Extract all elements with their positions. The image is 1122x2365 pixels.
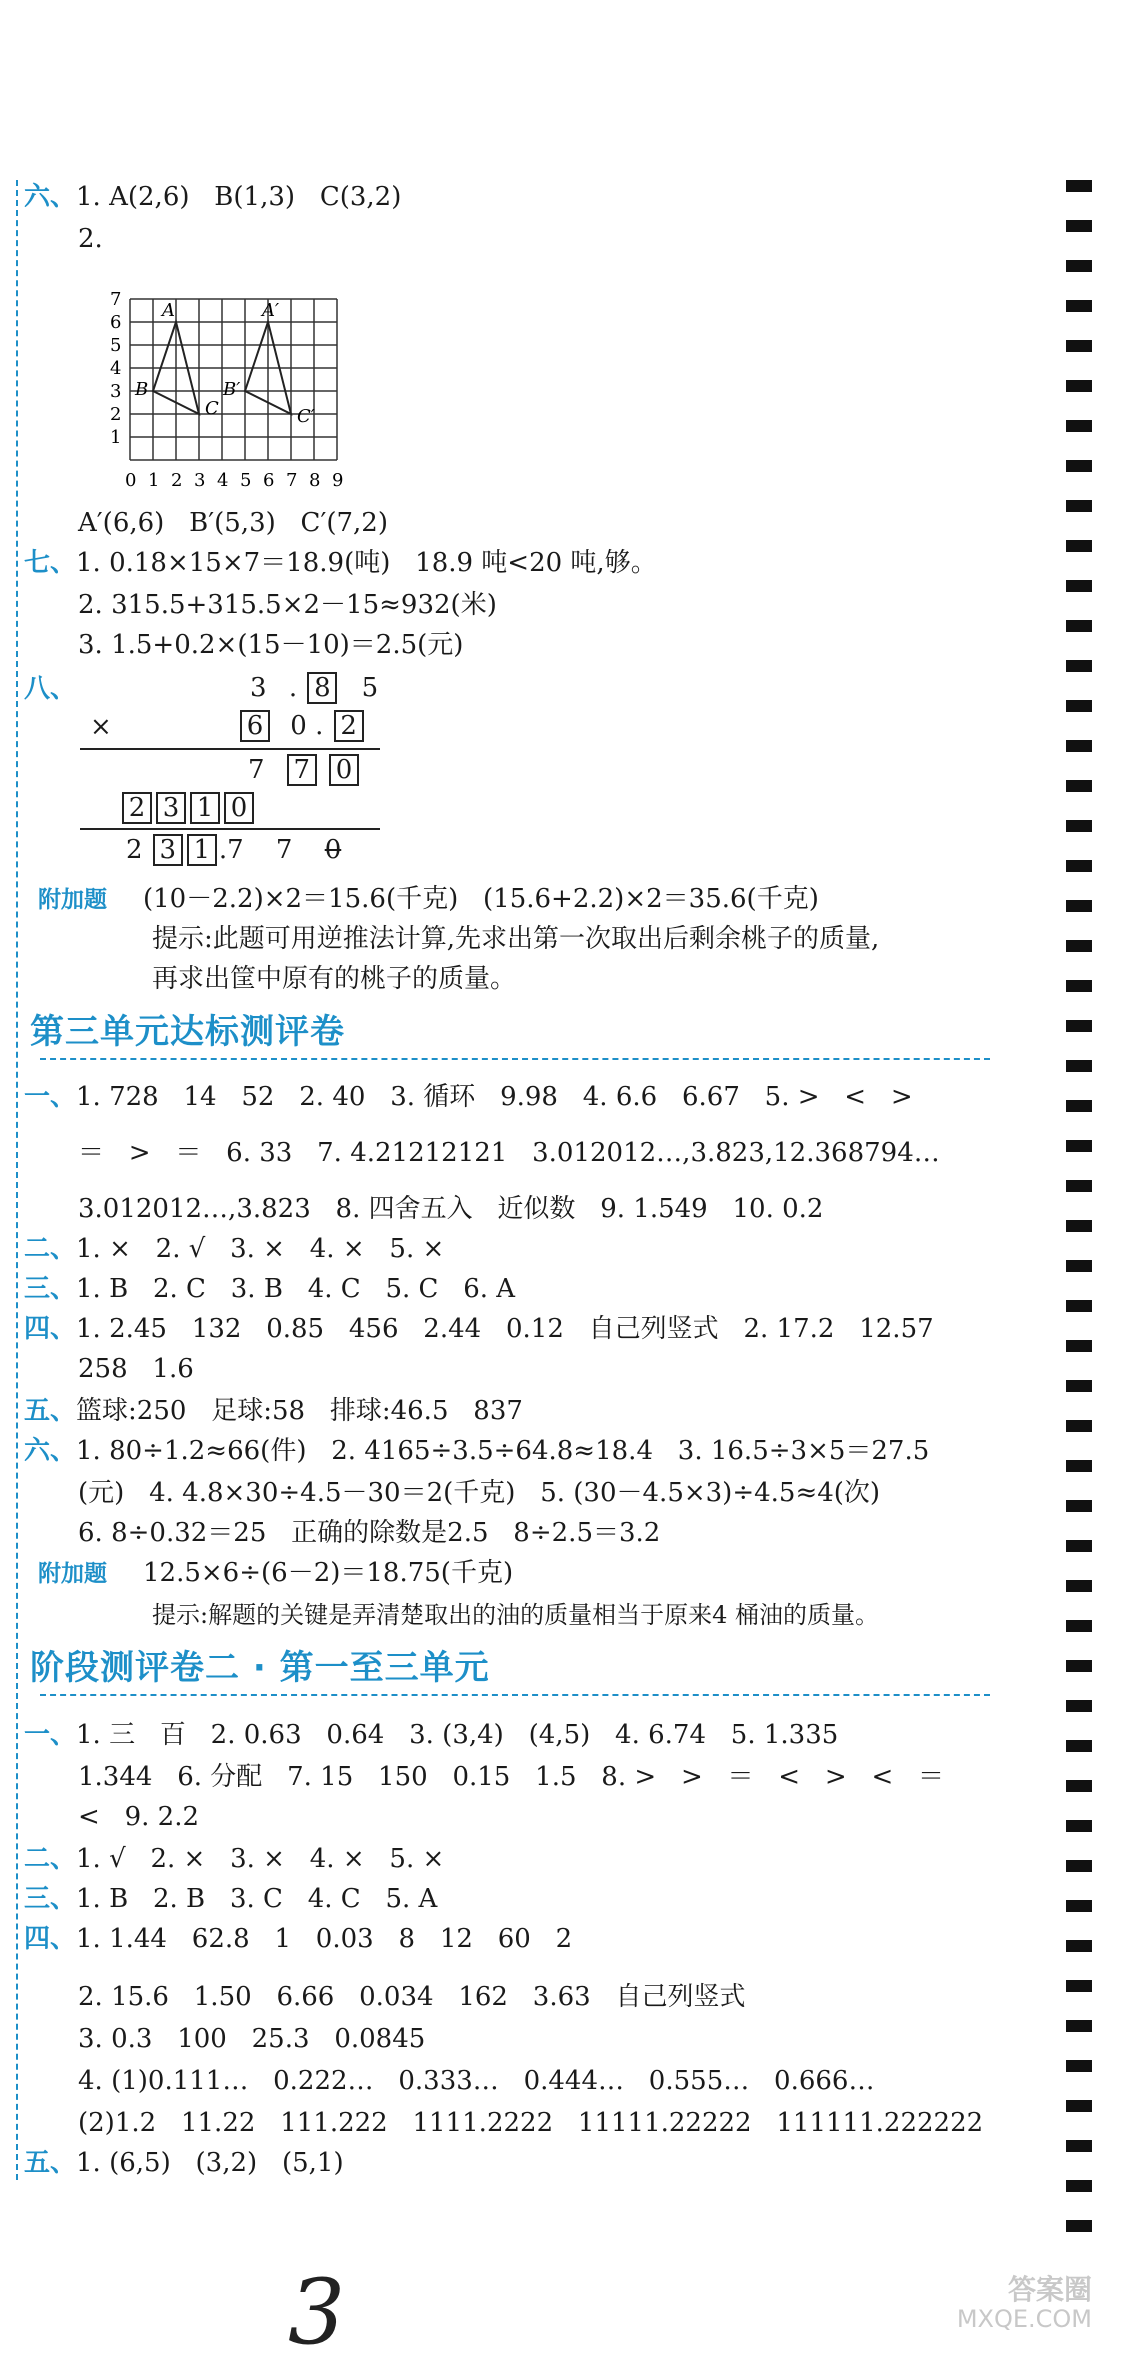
dashed-divider xyxy=(40,1058,990,1060)
edge-mark xyxy=(1066,580,1092,592)
edge-mark xyxy=(1066,2060,1092,2072)
vertex-label: A xyxy=(162,300,175,321)
digit: 7 xyxy=(248,755,265,785)
boxed-digit: 1 xyxy=(187,834,217,866)
y-tick-label: 6 xyxy=(110,312,122,333)
section-number: 一、 xyxy=(24,1720,77,1750)
section-number: 二、 xyxy=(24,1844,77,1874)
edge-mark xyxy=(1066,820,1092,832)
section-title: 阶段测评卷二 · 第一至三单元 xyxy=(30,1648,490,1688)
edge-mark xyxy=(1066,1500,1092,1512)
edge-mark xyxy=(1066,260,1092,272)
times-sign: × xyxy=(90,712,112,742)
edge-mark xyxy=(1066,700,1092,712)
edge-mark xyxy=(1066,1020,1092,1032)
stage2-s4-line5: (2)1.2 11.22 111.222 1111.2222 11111.22222 111111.222222 xyxy=(78,2108,984,2138)
edge-mark xyxy=(1066,1900,1092,1912)
boxed-digit: 2 xyxy=(334,710,364,742)
x-tick-label: 9 xyxy=(332,470,344,491)
digit: 3 xyxy=(250,673,267,703)
extra-label: 附加题 xyxy=(38,887,107,913)
stage2-s4-line2: 2. 15.6 1.50 6.66 0.034 162 3.63 自己列竖式 xyxy=(78,1982,746,2012)
x-tick-label: 2 xyxy=(171,470,183,491)
y-tick-label: 7 xyxy=(110,289,122,310)
edge-mark xyxy=(1066,380,1092,392)
boxed-digit: 3 xyxy=(156,792,186,824)
y-tick-label: 5 xyxy=(110,335,122,356)
mult-row3 xyxy=(248,754,361,786)
watermark-url: MXQE.COM xyxy=(956,2305,1092,2333)
answer-text: 1. √ 2. × 3. × 4. × 5. × xyxy=(76,1844,445,1874)
edge-mark xyxy=(1066,740,1092,752)
stage2-s4-line3: 3. 0.3 100 25.3 0.0845 xyxy=(78,2024,426,2054)
section-number: 六、 xyxy=(24,182,77,212)
edge-mark xyxy=(1066,2020,1092,2032)
stage2-s1-line2: 1.344 6. 分配 7. 15 150 0.15 1.5 8. > > ＝ < > < ＝ xyxy=(78,1762,945,1792)
boxed-digit: 8 xyxy=(307,672,337,704)
x-tick-label: 0 xyxy=(125,470,137,491)
edge-mark xyxy=(1066,1780,1092,1792)
edge-mark xyxy=(1066,420,1092,432)
digit: 7 xyxy=(275,835,293,865)
section-number: 五、 xyxy=(24,2148,77,2178)
edge-mark xyxy=(1066,1220,1092,1232)
edge-mark xyxy=(1066,460,1092,472)
answer-text: 1. × 2. √ 3. × 4. × 5. × xyxy=(76,1234,445,1264)
edge-mark xyxy=(1066,340,1092,352)
edge-mark xyxy=(1066,1180,1092,1192)
edge-mark xyxy=(1066,2180,1092,2192)
edge-mark xyxy=(1066,1060,1092,1072)
edge-mark xyxy=(1066,1140,1092,1152)
answer-text: 1. A(2,6) B(1,3) C(3,2) xyxy=(76,182,402,212)
unit3-s1-line2: ＝ > ＝ 6. 33 7. 4.21212121 3.012012…,3.823,12.368794… xyxy=(78,1138,940,1168)
unit3-s4-line1 xyxy=(24,1312,934,1346)
left-margin-dashed-line xyxy=(16,180,18,2180)
vertical-multiplication xyxy=(80,670,400,870)
vertex-label: B′ xyxy=(223,379,241,400)
section6-line1 xyxy=(24,180,401,214)
dashed-divider xyxy=(40,1694,990,1696)
boxed-digit: 6 xyxy=(240,710,270,742)
edge-mark xyxy=(1066,860,1092,872)
boxed-digit: 2 xyxy=(122,792,152,824)
edge-mark xyxy=(1066,1460,1092,1472)
rule-line xyxy=(80,748,380,750)
extra-hint-line2: 再求出筐中原有的桃子的质量。 xyxy=(152,964,517,994)
edge-mark xyxy=(1066,1700,1092,1712)
edge-mark xyxy=(1066,1740,1092,1752)
digit: 5 xyxy=(361,673,379,703)
unit3-s2 xyxy=(24,1232,444,1266)
section-number: 三、 xyxy=(24,1274,77,1304)
y-tick-label: 3 xyxy=(110,381,122,402)
unit3-s6-line1 xyxy=(24,1434,929,1468)
edge-mark xyxy=(1066,1580,1092,1592)
section-number: 八、 xyxy=(24,674,77,704)
edge-mark xyxy=(1066,1340,1092,1352)
extra-label: 附加题 xyxy=(38,1561,107,1587)
section-title: 第三单元达标测评卷 xyxy=(30,1012,345,1052)
answer-text: 1. 0.18×15×7＝18.9(吨) 18.9 吨<20 吨,够。 xyxy=(76,548,657,578)
edge-mark xyxy=(1066,1420,1092,1432)
vertex-label: A′ xyxy=(262,300,280,321)
decimal-point: . xyxy=(315,711,324,741)
edge-mark xyxy=(1066,180,1092,192)
section-number: 三、 xyxy=(24,1884,77,1914)
answer-text: 1. 1.44 62.8 1 0.03 8 12 60 2 xyxy=(76,1924,573,1954)
edge-mark xyxy=(1066,2140,1092,2152)
answer-text: 1. 三 百 2. 0.63 0.64 3. (3,4) (4,5) 4. 6.74 5. 1.335 xyxy=(76,1720,839,1750)
edge-mark xyxy=(1066,1660,1092,1672)
extra-question-line1 xyxy=(38,882,819,917)
section6-q2-number: 2. xyxy=(78,224,103,254)
answer-text: 1. 2.45 132 0.85 456 2.44 0.12 自己列竖式 2. 17.2 12.57 xyxy=(76,1314,934,1344)
boxed-digit: 3 xyxy=(153,834,183,866)
stage2-s3 xyxy=(24,1882,437,1916)
section-number: 四、 xyxy=(24,1314,77,1344)
edge-mark xyxy=(1066,620,1092,632)
edge-mark xyxy=(1066,220,1092,232)
unit3-s6-line3: 6. 8÷0.32＝25 正确的除数是2.5 8÷2.5＝3.2 xyxy=(78,1518,661,1548)
edge-mark xyxy=(1066,900,1092,912)
mult-row5 xyxy=(126,834,341,866)
boxed-digit: 7 xyxy=(287,754,317,786)
vertex-label: C′ xyxy=(297,406,315,427)
section7-line1 xyxy=(24,546,657,580)
section-number: 五、 xyxy=(24,1396,77,1426)
digit: 2 xyxy=(126,835,143,865)
answer-text: 1. B 2. B 3. C 4. C 5. A xyxy=(76,1884,438,1914)
edge-mark xyxy=(1066,1820,1092,1832)
page-number-handwritten: 3 xyxy=(288,2260,346,2365)
edge-mark xyxy=(1066,1100,1092,1112)
edge-mark xyxy=(1066,2100,1092,2112)
edge-mark xyxy=(1066,1300,1092,1312)
section7-line2: 2. 315.5+315.5×2－15≈932(米) xyxy=(78,590,497,620)
edge-mark xyxy=(1066,540,1092,552)
edge-mark xyxy=(1066,1860,1092,1872)
edge-mark xyxy=(1066,2220,1092,2232)
digit: .7 xyxy=(218,835,244,865)
answer-text: 篮球:250 足球:58 排球:46.5 837 xyxy=(76,1396,523,1426)
unit3-s1-line3: 3.012012…,3.823 8. 四舍五入 近似数 9. 1.549 10. 0.2 xyxy=(78,1194,824,1224)
unit3-s3 xyxy=(24,1272,515,1306)
struck-digit: 0 xyxy=(324,835,342,865)
x-tick-label: 1 xyxy=(148,470,160,491)
mult-row2 xyxy=(238,710,366,742)
answer-text: (10－2.2)×2＝15.6(千克) (15.6+2.2)×2＝35.6(千克) xyxy=(143,884,819,914)
x-tick-label: 7 xyxy=(286,470,298,491)
watermark-logo: 答案圈 xyxy=(1007,2273,1092,2306)
edge-mark xyxy=(1066,1260,1092,1272)
answer-text: 1. 80÷1.2≈66(件) 2. 4165÷3.5÷64.8≈18.4 3. 16.5÷3×5＝27.5 xyxy=(76,1436,930,1466)
x-tick-label: 8 xyxy=(309,470,321,491)
stage2-s5 xyxy=(24,2146,344,2180)
stage2-s4-line4: 4. (1)0.111… 0.222… 0.333… 0.444… 0.555… 0.666… xyxy=(78,2066,875,2096)
edge-mark xyxy=(1066,780,1092,792)
boxed-digit: 1 xyxy=(190,792,220,824)
stage2-s1-line3: < 9. 2.2 xyxy=(78,1802,199,1832)
edge-mark xyxy=(1066,660,1092,672)
unit3-extra-line1 xyxy=(38,1556,513,1591)
section7-line3: 3. 1.5+0.2×(15－10)＝2.5(元) xyxy=(78,630,464,660)
edge-mark xyxy=(1066,1620,1092,1632)
vertex-label: B xyxy=(135,379,149,400)
digit: 0 xyxy=(290,711,307,741)
unit3-s5 xyxy=(24,1394,523,1428)
answer-text: 1. (6,5) (3,2) (5,1) xyxy=(76,2148,344,2178)
coordinate-graph xyxy=(100,220,460,500)
x-tick-label: 5 xyxy=(240,470,252,491)
stage2-s4-line1 xyxy=(24,1922,572,1956)
edge-mark xyxy=(1066,1380,1092,1392)
x-tick-label: 6 xyxy=(263,470,275,491)
edge-mark xyxy=(1066,1940,1092,1952)
section6-transformed-points: A′(6,6) B′(5,3) C′(7,2) xyxy=(78,508,388,538)
stage2-s2 xyxy=(24,1842,444,1876)
vertex-label: C xyxy=(205,398,219,419)
edge-mark xyxy=(1066,940,1092,952)
y-tick-label: 2 xyxy=(110,404,122,425)
section-number: 一、 xyxy=(24,1082,77,1112)
section-number: 四、 xyxy=(24,1924,77,1954)
mult-row1 xyxy=(250,672,378,704)
extra-hint-line1: 提示:此题可用逆推法计算,先求出第一次取出后剩余桃子的质量, xyxy=(152,924,880,954)
y-tick-label: 1 xyxy=(110,427,122,448)
x-tick-label: 3 xyxy=(194,470,206,491)
y-tick-label: 4 xyxy=(110,358,122,379)
answer-text: 12.5×6÷(6－2)＝18.75(千克) xyxy=(143,1558,514,1588)
unit3-s1-line1 xyxy=(24,1080,913,1114)
answer-text: 1. 728 14 52 2. 40 3. 循环 9.98 4. 6.6 6.67 5. > < > xyxy=(76,1082,913,1112)
answer-text: 1. B 2. C 3. B 4. C 5. C 6. A xyxy=(76,1274,516,1304)
rule-line xyxy=(80,828,380,830)
unit3-extra-hint: 提示:解题的关键是弄清楚取出的油的质量相当于原来4 桶油的质量。 xyxy=(152,1601,879,1629)
edge-mark xyxy=(1066,500,1092,512)
unit3-s4-line2: 258 1.6 xyxy=(78,1354,194,1384)
stage2-s1-line1 xyxy=(24,1718,838,1752)
decimal-point: . xyxy=(288,673,298,703)
mult-row4 xyxy=(120,792,256,824)
edge-mark xyxy=(1066,1980,1092,1992)
section-number: 二、 xyxy=(24,1234,77,1264)
section-number: 七、 xyxy=(24,548,77,578)
edge-mark xyxy=(1066,1540,1092,1552)
edge-mark xyxy=(1066,300,1092,312)
x-tick-label: 4 xyxy=(217,470,229,491)
section-number: 六、 xyxy=(24,1436,77,1466)
edge-mark xyxy=(1066,980,1092,992)
boxed-digit: 0 xyxy=(329,754,359,786)
boxed-digit: 0 xyxy=(224,792,254,824)
unit3-s6-line2: (元) 4. 4.8×30÷4.5－30＝2(千克) 5. (30－4.5×3)÷4.5≈4(次) xyxy=(78,1478,881,1508)
